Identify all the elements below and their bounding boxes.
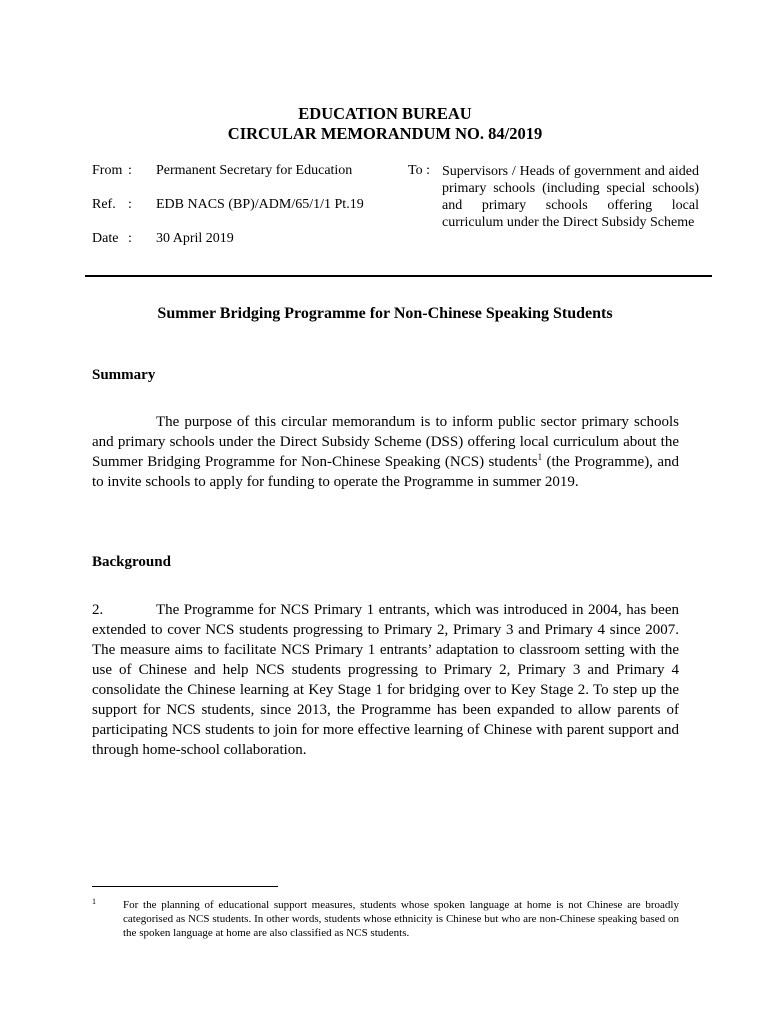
summary-text: The purpose of this circular memorandum is to inform public sector primary schools and primary schools under the Direct Subsidy Scheme (DSS) offering local curriculum about the Summer Bridging Programme for Non-Chinese Speaking (NCS) students bbox=[92, 414, 679, 470]
footnote-reference: 1 bbox=[537, 452, 543, 462]
footnote-mark: 1 bbox=[92, 897, 96, 906]
memo-number-title: CIRCULAR MEMORANDUM NO. 84/2019 bbox=[227, 124, 543, 143]
to-recipients: Supervisors / Heads of government and aided primary schools (including special schools) and primary schools offering local curriculum under the Direct Subsidy Scheme bbox=[442, 164, 699, 230]
ref-colon: : bbox=[128, 197, 132, 212]
memo-subject: Summer Bridging Programme for Non-Chinese Speaking Students bbox=[157, 305, 613, 322]
to-label: To : bbox=[408, 163, 430, 178]
ref-label: Ref. bbox=[92, 197, 116, 212]
background-paragraph bbox=[92, 600, 679, 760]
date-row bbox=[92, 231, 234, 247]
ref-row bbox=[92, 197, 364, 213]
from-label: From bbox=[92, 163, 123, 178]
from-colon: : bbox=[128, 163, 132, 178]
background-text: The Programme for NCS Primary 1 entrants, which was introduced in 2004, has been extended to cover NCS students progressing to Primary 2, Primary 3 and Primary 4 since 2007. The measure aims to facilitate NCS Primary 1 entrants’ adaptation to classroom setting with the use of Chinese and help NCS students progressing to Primary 2, Primary 3 and Primary 4 consolidate the Chinese learning at Key Stage 1 for bridging over to Key Stage 2. To step up the support for NCS students, since 2013, the Programme has been expanded to allow parents of participating NCS students to join for more effective learning of Chinese with parent support and through home-school collaboration. bbox=[92, 602, 679, 758]
date-colon: : bbox=[128, 231, 132, 246]
paragraph-number: 2. bbox=[92, 602, 104, 618]
date-label: Date bbox=[92, 231, 119, 246]
header-divider bbox=[85, 275, 712, 277]
footnote-text: For the planning of educational support measures, students whose spoken language at home is not Chinese are broadly categorised as NCS students. In other words, students whose ethnicity is Chinese but who are non-Chinese speaking based on the spoken language at home are also classified as NCS students. bbox=[123, 899, 679, 939]
summary-text-continued: (the Programme), and to invite schools to apply for funding to operate the Programme in summer 2019. bbox=[92, 454, 679, 490]
background-heading: Background bbox=[92, 554, 171, 570]
ref-value: EDB NACS (BP)/ADM/65/1/1 Pt.19 bbox=[156, 197, 364, 212]
summary-paragraph bbox=[92, 412, 679, 492]
from-value: Permanent Secretary for Education bbox=[156, 163, 353, 178]
memo-issuer-title: EDUCATION BUREAU bbox=[298, 104, 472, 123]
footnote-divider bbox=[92, 886, 278, 887]
from-row bbox=[92, 163, 352, 179]
summary-heading: Summary bbox=[92, 367, 156, 383]
date-value: 30 April 2019 bbox=[156, 231, 234, 246]
